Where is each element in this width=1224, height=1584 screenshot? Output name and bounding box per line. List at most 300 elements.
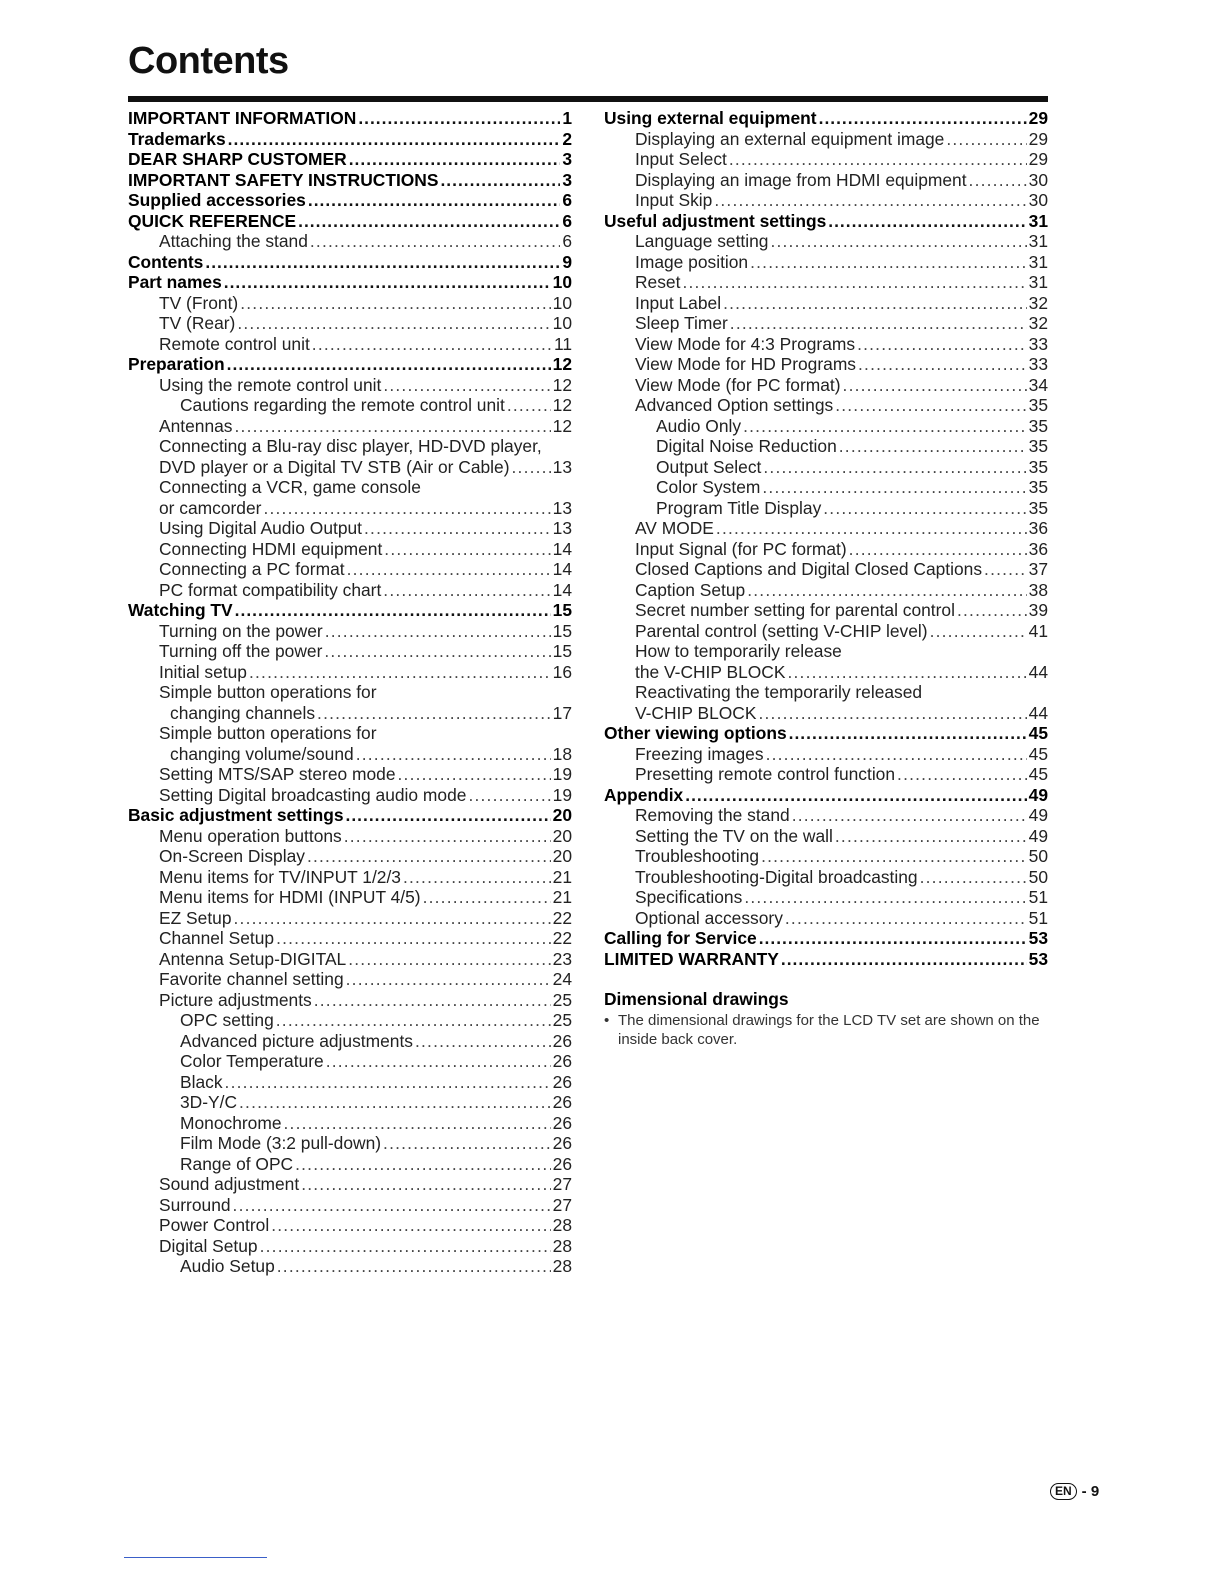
toc-leader-dots: [349, 149, 561, 170]
toc-entry-title: Favorite channel setting: [159, 969, 344, 989]
toc-entry[interactable]: [128, 1256, 572, 1277]
toc-leader-dots: [277, 1256, 551, 1277]
toc-entry-title: Useful adjustment settings: [604, 210, 827, 231]
toc-entry-page: 19: [552, 764, 572, 784]
toc-entry-page: 50: [1028, 846, 1048, 866]
toc-leader-dots: [314, 990, 551, 1011]
toc-entry[interactable]: [604, 416, 1048, 437]
toc-entry[interactable]: [128, 272, 572, 293]
page-number-text: - 9: [1081, 1483, 1100, 1500]
toc-entry-title: DEAR SHARP CUSTOMER: [128, 149, 347, 169]
toc-entry-title: Reset: [635, 272, 681, 292]
toc-entry[interactable]: [604, 908, 1048, 929]
toc-entry-title: Closed Captions and Digital Closed Captions: [635, 559, 983, 579]
toc-entry[interactable]: [128, 846, 572, 867]
toc-leader-dots: [750, 252, 1027, 273]
toc-leader-dots: [276, 1010, 551, 1031]
toc-entry-title: changing channels: [170, 702, 316, 723]
toc-leader-dots: [224, 272, 551, 293]
toc-entry-title: V-CHIP BLOCK: [635, 702, 757, 723]
toc-entry[interactable]: [604, 313, 1048, 334]
toc-leader-dots: [766, 744, 1027, 765]
toc-entry-page: 26: [552, 1030, 572, 1051]
toc-leader-dots: [781, 949, 1027, 970]
toc-entry[interactable]: [604, 744, 1048, 765]
toc-entry-title: 3D-Y/C: [180, 1092, 238, 1112]
toc-entry-page: 12: [552, 374, 572, 395]
toc-entry[interactable]: [128, 1051, 572, 1072]
toc-entry-page: 45: [1028, 743, 1048, 764]
toc-entry[interactable]: [604, 375, 1048, 396]
toc-entry-title: Channel Setup: [159, 928, 275, 948]
toc-entry-page: 26: [552, 1153, 572, 1174]
toc-entry-title: Supplied accessories: [128, 190, 306, 210]
toc-entry-page: 3: [562, 149, 572, 169]
toc-entry[interactable]: [128, 826, 572, 847]
toc-entry-page: 37: [1028, 559, 1048, 579]
toc-entry-title: Image position: [635, 251, 749, 272]
toc-entry-page: 33: [1028, 354, 1048, 374]
toc-entry-page: 38: [1028, 579, 1048, 600]
toc-entry-page: 36: [1028, 538, 1048, 559]
toc-entry[interactable]: [604, 457, 1048, 478]
toc-entry-title: Removing the stand: [635, 805, 790, 825]
toc-left-column: [128, 108, 572, 1277]
toc-entry-title: Watching TV: [128, 600, 233, 620]
toc-entry-page: 6: [562, 190, 572, 210]
toc-entry-page: 11: [553, 333, 572, 354]
toc-entry-page: 31: [1028, 272, 1048, 292]
toc-entry-page: 18: [552, 743, 572, 764]
toc-leader-dots: [762, 477, 1026, 498]
toc-leader-dots: [249, 662, 551, 683]
toc-entry[interactable]: [128, 1236, 572, 1257]
toc-entry-page: 15: [552, 641, 572, 661]
toc-leader-dots: [271, 1215, 550, 1236]
toc-entry-page: 16: [552, 661, 572, 682]
toc-entry-page: 53: [1028, 928, 1048, 948]
toc-entry-title: OPC setting: [180, 1010, 274, 1030]
toc-entry[interactable]: [604, 928, 1048, 949]
toc-leader-dots: [298, 211, 560, 232]
toc-entry[interactable]: [128, 170, 572, 191]
toc-leader-dots: [260, 1236, 551, 1257]
toc-leader-dots: [284, 1113, 551, 1134]
toc-leader-dots: [228, 129, 561, 150]
toc-entry-title: Optional accessory: [635, 907, 783, 928]
toc-entry-page: 26: [552, 1092, 572, 1112]
toc-entry-title: Connecting a VCR, game console: [159, 477, 421, 497]
toc-entry[interactable]: [604, 641, 1048, 662]
toc-entry-title: Appendix: [604, 784, 684, 805]
toc-entry-title: On-Screen Display: [159, 846, 305, 866]
toc-entry-page: 3: [562, 169, 572, 190]
toc-leader-dots: [356, 744, 551, 765]
toc-entry-page: 34: [1028, 374, 1048, 395]
toc-entry-title: AV MODE: [635, 518, 714, 538]
toc-leader-dots: [920, 867, 1027, 888]
toc-entry[interactable]: [128, 908, 572, 929]
toc-entry[interactable]: [128, 1010, 572, 1031]
toc-leader-dots: [849, 539, 1027, 560]
toc-entry-title: Troubleshooting: [635, 846, 760, 866]
toc-entry-title: DVD player or a Digital TV STB (Air or Cable): [159, 456, 510, 477]
toc-leader-dots: [969, 170, 1027, 191]
toc-leader-dots: [415, 1031, 551, 1052]
toc-entry-title: Monochrome: [180, 1112, 282, 1133]
toc-entry[interactable]: [604, 949, 1048, 970]
toc-leader-dots: [423, 887, 551, 908]
toc-entry[interactable]: [604, 293, 1048, 314]
toc-entry-title: Secret number setting for parental control: [635, 600, 955, 620]
toc-entry[interactable]: [128, 498, 572, 519]
toc-entry-page: 13: [552, 497, 572, 518]
toc-entry[interactable]: [128, 867, 572, 888]
toc-leader-dots: [682, 272, 1026, 293]
toc-entry[interactable]: [604, 559, 1048, 580]
toc-entry-page: 27: [552, 1194, 572, 1215]
toc-entry[interactable]: [128, 949, 572, 970]
toc-entry-title: Advanced picture adjustments: [180, 1030, 413, 1051]
toc-leader-dots: [823, 498, 1026, 519]
toc-entry[interactable]: [128, 723, 572, 744]
language-badge: EN: [1050, 1483, 1077, 1500]
toc-leader-dots: [346, 969, 551, 990]
dimensional-drawings-note: [604, 1011, 1048, 1049]
toc-entry-title: Using Digital Audio Output: [159, 518, 363, 538]
toc-leader-dots: [730, 313, 1027, 334]
toc-entry[interactable]: [128, 621, 572, 642]
toc-entry-title: Calling for Service: [604, 928, 757, 948]
toc-entry[interactable]: [128, 1113, 572, 1134]
toc-entry-page: 14: [552, 579, 572, 600]
toc-entry[interactable]: [128, 1154, 572, 1175]
toc-leader-dots: [857, 334, 1027, 355]
toc-entry-page: 49: [1028, 805, 1048, 825]
toc-entry[interactable]: [128, 764, 572, 785]
toc-entry[interactable]: [128, 1195, 572, 1216]
toc-entry-title: Freezing images: [635, 743, 764, 764]
toc-leader-dots: [839, 436, 1027, 457]
toc-entry-page: 32: [1028, 292, 1048, 313]
toc-entry[interactable]: [604, 395, 1048, 416]
toc-entry[interactable]: [604, 272, 1048, 293]
toc-entry-title: Digital Noise Reduction: [656, 436, 837, 456]
toc-leader-dots: [512, 457, 551, 478]
toc-entry[interactable]: [604, 498, 1048, 519]
toc-entry[interactable]: [604, 723, 1048, 744]
toc-entry[interactable]: [604, 805, 1048, 826]
toc-entry[interactable]: [604, 662, 1048, 683]
toc-entry-title: Picture adjustments: [159, 989, 312, 1010]
toc-leader-dots: [714, 190, 1026, 211]
toc-entry-title: Setting Digital broadcasting audio mode: [159, 784, 467, 805]
toc-entry-page: 28: [552, 1215, 572, 1235]
toc-entry[interactable]: [128, 785, 572, 806]
toc-entry-page: 19: [552, 784, 572, 805]
toc-entry[interactable]: [604, 518, 1048, 539]
toc-leader-dots: [440, 170, 560, 191]
toc-entry[interactable]: [604, 846, 1048, 867]
toc-entry[interactable]: [128, 662, 572, 683]
toc-entry[interactable]: [604, 334, 1048, 355]
toc-leader-dots: [383, 580, 550, 601]
toc-entry[interactable]: [128, 1072, 572, 1093]
toc-entry-page: 35: [1028, 456, 1048, 477]
toc-entry-page: 15: [552, 620, 572, 641]
toc-entry-title: Antenna Setup-DIGITAL: [159, 948, 347, 969]
toc-entry[interactable]: [128, 805, 572, 826]
toc-leader-dots: [383, 1133, 551, 1154]
toc-entry-title: Setting the TV on the wall: [635, 825, 833, 846]
toc-entry[interactable]: [604, 231, 1048, 252]
toc-entry-title: PC format compatibility chart: [159, 579, 382, 600]
toc-entry-page: 45: [1028, 764, 1048, 784]
note-text: The dimensional drawings for the LCD TV set are shown on the inside back cover.: [618, 1012, 1040, 1048]
toc-leader-dots: [312, 334, 552, 355]
toc-leader-dots: [225, 1072, 551, 1093]
toc-entry[interactable]: [128, 518, 572, 539]
toc-entry-page: 51: [1028, 907, 1048, 928]
toc-entry-page: 30: [1028, 190, 1048, 210]
toc-entry[interactable]: [128, 600, 572, 621]
toc-entry-title: Simple button operations for: [159, 723, 377, 743]
toc-leader-dots: [205, 252, 560, 273]
toc-entry-page: 24: [552, 969, 572, 989]
toc-entry[interactable]: [604, 108, 1048, 129]
toc-entry-title: Program Title Display: [656, 497, 822, 518]
toc-leader-dots: [729, 149, 1027, 170]
toc-leader-dots: [761, 846, 1027, 867]
toc-leader-dots: [770, 231, 1026, 252]
toc-entry[interactable]: [604, 621, 1048, 642]
toc-leader-dots: [685, 785, 1026, 806]
dimensional-drawings-heading: Dimensional drawings: [604, 989, 789, 1009]
toc-entry-page: 25: [552, 989, 572, 1010]
toc-entry-page: 1: [562, 108, 572, 128]
toc-entry[interactable]: [128, 703, 572, 724]
toc-entry-page: 32: [1028, 313, 1048, 333]
toc-right-column: [604, 108, 1048, 1049]
toc-entry-title: Turning on the power: [159, 620, 323, 641]
toc-entry[interactable]: [128, 1031, 572, 1052]
toc-entry-title: Range of OPC: [180, 1153, 294, 1174]
toc-leader-dots: [743, 416, 1027, 437]
toc-entry-title: IMPORTANT INFORMATION: [128, 108, 357, 128]
toc-leader-dots: [759, 928, 1027, 949]
toc-entry[interactable]: [128, 969, 572, 990]
toc-entry[interactable]: [604, 149, 1048, 170]
toc-leader-dots: [227, 354, 551, 375]
toc-entry-title: Surround: [159, 1194, 231, 1215]
toc-entry[interactable]: [128, 108, 572, 129]
toc-entry[interactable]: [128, 1215, 572, 1236]
toc-entry-page: 9: [562, 251, 572, 272]
toc-entry[interactable]: [128, 395, 572, 416]
toc-entry-title: Attaching the stand: [159, 231, 308, 251]
toc-leader-dots: [276, 928, 551, 949]
toc-entry-page: 36: [1028, 518, 1048, 538]
toc-entry[interactable]: [128, 477, 572, 498]
toc-leader-dots: [344, 826, 551, 847]
toc-entry-page: 15: [552, 600, 572, 620]
toc-entry-page: 6: [562, 210, 572, 231]
toc-entry-page: 44: [1028, 702, 1048, 723]
toc-entry[interactable]: [604, 887, 1048, 908]
toc-entry[interactable]: [128, 293, 572, 314]
toc-entry[interactable]: [604, 129, 1048, 150]
toc-entry-title: Simple button operations for: [159, 682, 377, 702]
toc-entry[interactable]: [128, 211, 572, 232]
toc-entry-title: Trademarks: [128, 128, 226, 149]
toc-leader-dots: [233, 1195, 551, 1216]
toc-leader-dots: [758, 703, 1026, 724]
toc-entry[interactable]: [128, 375, 572, 396]
toc-leader-dots: [723, 293, 1027, 314]
toc-entry[interactable]: [128, 190, 572, 211]
toc-entry[interactable]: [128, 990, 572, 1011]
toc-leader-dots: [310, 231, 560, 252]
bottom-divider: [124, 1557, 267, 1558]
toc-leader-dots: [843, 375, 1027, 396]
toc-entry[interactable]: [128, 887, 572, 908]
toc-entry-title: Using external equipment: [604, 108, 817, 128]
toc-leader-dots: [358, 108, 560, 129]
toc-entry-title: Language setting: [635, 231, 769, 251]
toc-leader-dots: [347, 559, 551, 580]
toc-entry-page: 14: [552, 538, 572, 559]
toc-entry[interactable]: [128, 1133, 572, 1154]
toc-leader-dots: [835, 826, 1027, 847]
toc-entry[interactable]: [128, 580, 572, 601]
toc-entry[interactable]: [604, 477, 1048, 498]
toc-entry-page: 12: [552, 395, 572, 415]
toc-entry-page: 21: [552, 866, 572, 887]
toc-entry-title: Reactivating the temporarily released: [635, 682, 923, 702]
toc-entry[interactable]: [128, 252, 572, 273]
toc-entry-title: Advanced Option settings: [635, 395, 834, 415]
toc-entry-page: 30: [1028, 169, 1048, 190]
toc-entry[interactable]: [128, 559, 572, 580]
toc-entry-page: 10: [552, 313, 572, 333]
toc-entry[interactable]: [604, 826, 1048, 847]
toc-leader-dots: [317, 703, 551, 724]
toc-leader-dots: [787, 662, 1026, 683]
toc-entry-page: 45: [1028, 723, 1048, 743]
toc-entry[interactable]: [128, 682, 572, 703]
toc-entry-page: 22: [552, 928, 572, 948]
toc-leader-dots: [946, 129, 1026, 150]
toc-entry-page: 31: [1028, 231, 1048, 251]
toc-entry-title: Menu items for TV/INPUT 1/2/3: [159, 866, 401, 887]
toc-entry[interactable]: [128, 149, 572, 170]
toc-entry-title: Menu operation buttons: [159, 825, 342, 846]
toc-entry-title: Menu items for HDMI (INPUT 4/5): [159, 887, 421, 907]
toc-leader-dots: [326, 1051, 551, 1072]
toc-entry[interactable]: [604, 436, 1048, 457]
toc-entry[interactable]: [604, 354, 1048, 375]
toc-entry-page: 49: [1028, 825, 1048, 846]
toc-entry-title: Antennas: [159, 415, 233, 436]
toc-entry-title: View Mode for HD Programs: [635, 354, 857, 374]
toc-leader-dots: [785, 908, 1027, 929]
toc-entry-page: 35: [1028, 415, 1048, 436]
toc-entry-title: Connecting a Blu-ray disc player, HD-DVD player,: [159, 436, 542, 456]
toc-entry-page: 12: [552, 354, 572, 374]
toc-entry[interactable]: [128, 1092, 572, 1113]
toc-entry-page: 26: [552, 1071, 572, 1092]
toc-entry-title: Digital Setup: [159, 1235, 258, 1256]
toc-entry[interactable]: [128, 231, 572, 252]
toc-leader-dots: [398, 764, 551, 785]
toc-entry-title: Input Label: [635, 292, 722, 313]
toc-entry[interactable]: [604, 580, 1048, 601]
toc-entry-page: 14: [552, 559, 572, 579]
toc-entry-title: Using the remote control unit: [159, 374, 382, 395]
toc-entry[interactable]: [128, 539, 572, 560]
toc-entry[interactable]: [128, 416, 572, 437]
toc-entry[interactable]: [128, 334, 572, 355]
page-number: [1050, 1483, 1099, 1500]
toc-leader-dots: [858, 354, 1027, 375]
toc-entry-title: Input Skip: [635, 190, 713, 210]
toc-entry-title: Black: [180, 1071, 223, 1092]
toc-entry-title: LIMITED WARRANTY: [604, 948, 779, 969]
toc-entry-page: 35: [1028, 477, 1048, 497]
toc-entry-title: View Mode (for PC format): [635, 374, 841, 395]
toc-entry[interactable]: [604, 703, 1048, 724]
toc-entry[interactable]: [604, 539, 1048, 560]
toc-entry[interactable]: [604, 211, 1048, 232]
toc-entry[interactable]: [604, 764, 1048, 785]
toc-entry-page: 23: [552, 948, 572, 969]
toc-entry-page: 33: [1028, 333, 1048, 354]
toc-entry-title: Displaying an external equipment image: [635, 128, 945, 149]
toc-leader-dots: [364, 518, 551, 539]
toc-entry[interactable]: [604, 785, 1048, 806]
toc-entry-title: Initial setup: [159, 661, 247, 682]
toc-entry[interactable]: [604, 600, 1048, 621]
toc-entry-page: 2: [562, 128, 572, 149]
toc-entry-page: 20: [552, 846, 572, 866]
toc-entry[interactable]: [128, 313, 572, 334]
toc-entry[interactable]: [128, 354, 572, 375]
toc-entry-title: Output Select: [656, 456, 762, 477]
toc-entry[interactable]: [128, 641, 572, 662]
toc-entry-title: Input Signal (for PC format): [635, 538, 847, 559]
toc-entry[interactable]: [604, 170, 1048, 191]
toc-entry[interactable]: [604, 252, 1048, 273]
toc-entry[interactable]: [604, 190, 1048, 211]
toc-entry-title: Sound adjustment: [159, 1174, 300, 1194]
toc-leader-dots: [295, 1154, 551, 1175]
toc-entry[interactable]: [604, 867, 1048, 888]
toc-leader-dots: [744, 887, 1026, 908]
toc-entry-page: 39: [1028, 600, 1048, 620]
toc-entry-page: 28: [552, 1256, 572, 1276]
toc-entry-page: 6: [562, 231, 572, 251]
toc-entry[interactable]: [128, 457, 572, 478]
toc-entry[interactable]: [128, 129, 572, 150]
toc-entry[interactable]: [128, 928, 572, 949]
toc-entry-title: Film Mode (3:2 pull-down): [180, 1133, 382, 1153]
toc-entry[interactable]: [128, 1174, 572, 1195]
toc-leader-dots: [301, 1174, 550, 1195]
toc-entry-title: View Mode for 4:3 Programs: [635, 333, 856, 354]
toc-entry[interactable]: [604, 682, 1048, 703]
toc-entry[interactable]: [128, 436, 572, 457]
toc-entry[interactable]: [128, 744, 572, 765]
